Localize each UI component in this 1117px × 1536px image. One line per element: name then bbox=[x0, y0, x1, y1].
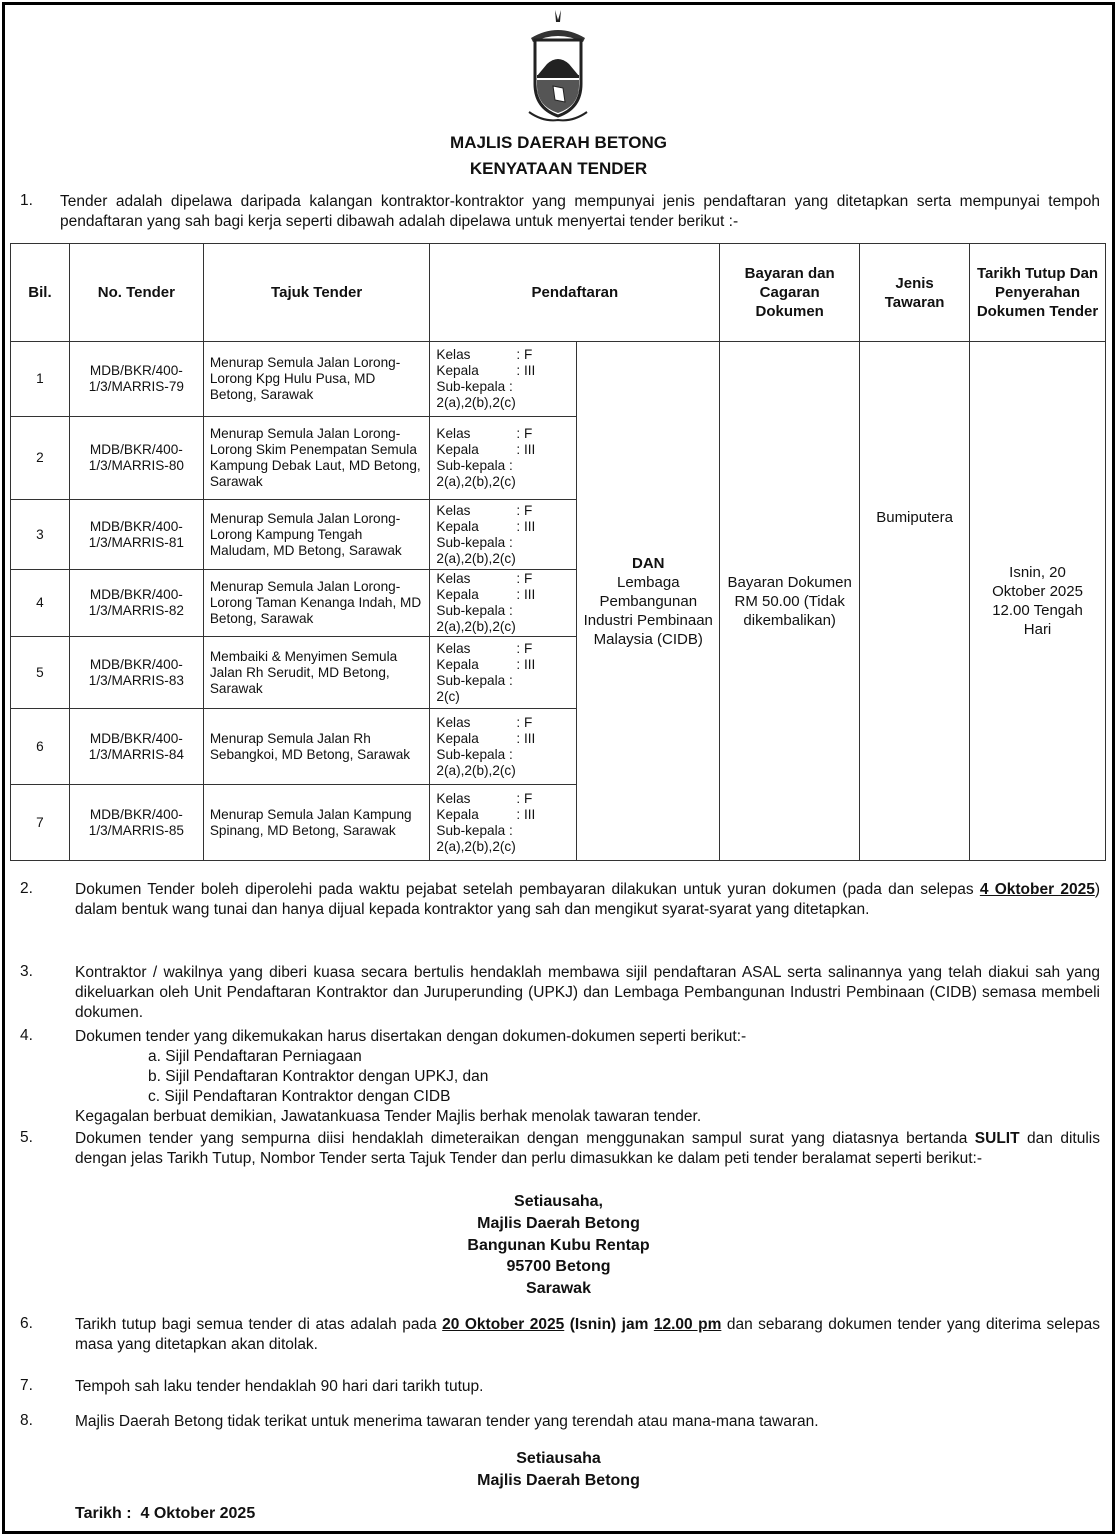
p5-text: Dokumen tender yang sempurna diisi hendaklah dimeteraikan dengan menggunakan sampul surat yang diatasnya bertanda SULIT dan ditulis dengan jelas Tarikh Tutup, Nombor Tender serta Tajuk Tender dan perlu dimasukkan ke dalam peti tender beralamat seperti berikut:- bbox=[75, 1130, 1100, 1167]
p3-text: Kontraktor / wakilnya yang diberi kuasa secara bertulis hendaklah membawa sijil pendaftaran ASAL serta salinannya yang telah diakui sah yang dikeluarkan oleh Unit Pendaftaran Kontraktor dan Juruperunding (UPKJ) dan Lembaga Pembangunan Industri Pembinaan (CIDB) semasa membeli dokumen. bbox=[75, 964, 1100, 1021]
cell-pendaftaran: Kelas : F Kepala : III Sub-kepala : 2(a),2(b),2(c) bbox=[430, 785, 577, 861]
p5-number: 5. bbox=[20, 1129, 33, 1146]
address-line: Bangunan Kubu Rentap bbox=[467, 1237, 650, 1254]
cell-no-tender: MDB/BKR/400-1/3/MARRIS-80 bbox=[69, 417, 203, 500]
cell-no-tender: MDB/BKR/400-1/3/MARRIS-85 bbox=[69, 785, 203, 861]
p8-number: 8. bbox=[20, 1412, 33, 1429]
cell-pendaftaran: Kelas : F Kepala : III Sub-kepala : 2(a),2(b),2(c) bbox=[430, 417, 577, 500]
document-title: KENYATAAN TENDER bbox=[469, 159, 648, 178]
cell-pendaftaran: Kelas : F Kepala : III Sub-kepala : 2(a),2(b),2(c) bbox=[430, 570, 577, 637]
p3-number: 3. bbox=[20, 963, 33, 980]
p6-text: Tarikh tutup bagi semua tender di atas adalah pada 20 Oktober 2025 (Isnin) jam 12.00 pm dan sebarang dokumen tender yang diterima selepas masa yang ditetapkan akan ditolak. bbox=[75, 1316, 1100, 1353]
p4-number: 4. bbox=[20, 1027, 33, 1044]
cell-jenis: Bumiputera bbox=[860, 342, 970, 861]
signoff-org: Majlis Daerah Betong bbox=[477, 1472, 640, 1489]
date-line: Tarikh : 4 Oktober 2025 bbox=[75, 1505, 256, 1522]
cell-bil: 3 bbox=[11, 500, 70, 570]
header-pendaftaran: Pendaftaran bbox=[430, 244, 720, 342]
tender-table bbox=[10, 243, 1106, 861]
header-tajuk: Tajuk Tender bbox=[203, 244, 430, 342]
p1-number: 1. bbox=[20, 192, 33, 209]
cell-bayaran: Bayaran Dokumen RM 50.00 (Tidak dikembalikan) bbox=[720, 342, 860, 861]
p4-text: Dokumen tender yang dikemukakan harus disertakan dengan dokumen-dokumen seperti berikut:- bbox=[75, 1028, 747, 1045]
cell-bil: 2 bbox=[11, 417, 70, 500]
p4-item-c: c. Sijil Pendaftaran Kontraktor dengan CIDB bbox=[148, 1088, 451, 1105]
cell-pendaftaran: Kelas : F Kepala : III Sub-kepala : 2(c) bbox=[430, 637, 577, 709]
cell-tajuk: Menurap Semula Jalan Lorong-Lorong Kpg Hulu Pusa, MD Betong, Sarawak bbox=[203, 342, 430, 417]
cell-tajuk: Membaiki & Menyimen Semula Jalan Rh Serudit, MD Betong, Sarawak bbox=[203, 637, 430, 709]
header-bil: Bil. bbox=[11, 244, 70, 342]
address-line: Sarawak bbox=[526, 1280, 591, 1297]
p8-text: Majlis Daerah Betong tidak terikat untuk menerima tawaran tender yang terendah atau mana-mana tawaran. bbox=[75, 1413, 819, 1430]
p7-text: Tempoh sah laku tender hendaklah 90 hari dari tarikh tutup. bbox=[75, 1378, 484, 1395]
cell-bil: 5 bbox=[11, 637, 70, 709]
header-tarikh: Tarikh Tutup Dan Penyerahan Dokumen Tender bbox=[970, 244, 1106, 342]
council-crest-logo bbox=[525, 8, 591, 128]
address-line: 95700 Betong bbox=[506, 1258, 611, 1275]
header-bayaran: Bayaran dan Cagaran Dokumen bbox=[720, 244, 860, 342]
cell-tajuk: Menurap Semula Jalan Lorong-Lorong Kampung Tengah Maludam, MD Betong, Sarawak bbox=[203, 500, 430, 570]
cell-bil: 7 bbox=[11, 785, 70, 861]
p6-number: 6. bbox=[20, 1315, 33, 1332]
cell-pendaftaran: Kelas : F Kepala : III Sub-kepala : 2(a),2(b),2(c) bbox=[430, 342, 577, 417]
cell-tajuk: Menurap Semula Jalan Kampung Spinang, MD Betong, Sarawak bbox=[203, 785, 430, 861]
p4-item-b: b. Sijil Pendaftaran Kontraktor dengan UPKJ, dan bbox=[148, 1068, 489, 1085]
cell-cidb: DAN Lembaga Pembangunan Industri Pembinaan Malaysia (CIDB) bbox=[577, 342, 720, 861]
cell-tajuk: Menurap Semula Jalan Lorong-Lorong Skim Penempatan Semula Kampung Debak Laut, MD Betong, Sarawak bbox=[203, 417, 430, 500]
cell-bil: 6 bbox=[11, 709, 70, 785]
header-no-tender: No. Tender bbox=[69, 244, 203, 342]
cell-no-tender: MDB/BKR/400-1/3/MARRIS-84 bbox=[69, 709, 203, 785]
cell-no-tender: MDB/BKR/400-1/3/MARRIS-82 bbox=[69, 570, 203, 637]
address-line: Majlis Daerah Betong bbox=[477, 1215, 640, 1232]
cell-tarikh: Isnin, 20 Oktober 2025 12.00 Tengah Hari bbox=[970, 342, 1106, 861]
cell-no-tender: MDB/BKR/400-1/3/MARRIS-83 bbox=[69, 637, 203, 709]
p1-text: Tender adalah dipelawa daripada kalangan kontraktor-kontraktor yang mempunyai jenis pendaftaran yang ditetapkan serta mempunyai tempoh pendaftaran yang sah bagi kerja seperti dibawah adalah dipelawa untuk menyertai tender berikut :- bbox=[60, 193, 1100, 230]
table-header-row bbox=[11, 244, 1106, 342]
p4-item-a: a. Sijil Pendaftaran Perniagaan bbox=[148, 1048, 362, 1065]
p2-number: 2. bbox=[20, 880, 33, 897]
cell-pendaftaran: Kelas : F Kepala : III Sub-kepala : 2(a),2(b),2(c) bbox=[430, 500, 577, 570]
signoff-title: Setiausaha bbox=[516, 1450, 601, 1467]
header-jenis: Jenis Tawaran bbox=[860, 244, 970, 342]
p7-number: 7. bbox=[20, 1377, 33, 1394]
table-row bbox=[11, 342, 1106, 417]
cell-bil: 4 bbox=[11, 570, 70, 637]
address-line: Setiausaha, bbox=[514, 1193, 603, 1210]
cell-no-tender: MDB/BKR/400-1/3/MARRIS-79 bbox=[69, 342, 203, 417]
cell-tajuk: Menurap Semula Jalan Rh Sebangkoi, MD Betong, Sarawak bbox=[203, 709, 430, 785]
cell-tajuk: Menurap Semula Jalan Lorong-Lorong Taman Kenanga Indah, MD Betong, Sarawak bbox=[203, 570, 430, 637]
p2-text: Dokumen Tender boleh diperolehi pada waktu pejabat setelah pembayaran dilakukan untuk yuran dokumen (pada dan selepas 4 Oktober 2025) dalam bentuk wang tunai dan hanya dijual kepada kontraktor yang sah dan mengikut syarat-syarat yang ditetapkan. bbox=[75, 881, 1100, 918]
cell-no-tender: MDB/BKR/400-1/3/MARRIS-81 bbox=[69, 500, 203, 570]
cell-bil: 1 bbox=[11, 342, 70, 417]
p4-after: Kegagalan berbuat demikian, Jawatankuasa Tender Majlis berhak menolak tawaran tender. bbox=[75, 1108, 702, 1125]
org-title: MAJLIS DAERAH BETONG bbox=[450, 133, 667, 152]
cell-pendaftaran: Kelas : F Kepala : III Sub-kepala : 2(a),2(b),2(c) bbox=[430, 709, 577, 785]
